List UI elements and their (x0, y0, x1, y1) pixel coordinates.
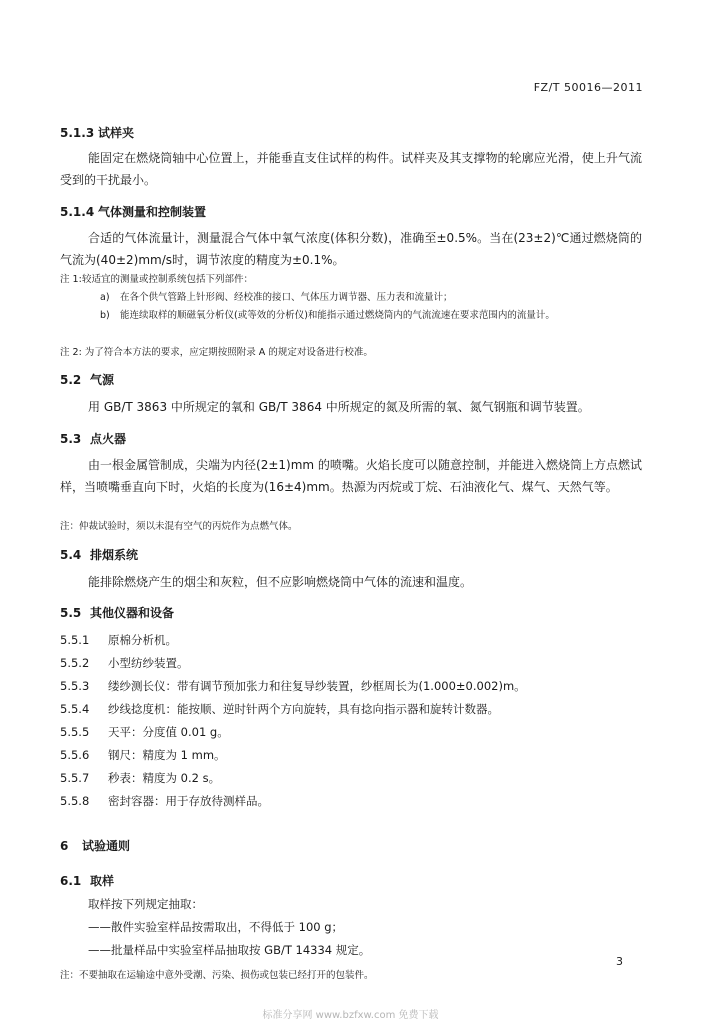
list-marker: b) (100, 310, 110, 321)
item-text: 原棉分析机。 (108, 633, 177, 647)
paragraph-6-1: 取样按下列规定抽取： (88, 897, 203, 911)
section-title: 点火器 (90, 432, 127, 446)
paragraph-5-2: 用 GB/T 3863 中所规定的氧和 GB/T 3864 中所规定的氮及所需的氧、氮气钢瓶和调节装置。 (88, 400, 590, 414)
note-text: 较适宜的测量或控制系统包括下列部件： (82, 274, 254, 285)
list-item-5-5-5 (60, 724, 229, 740)
section-number: 6.1 (60, 874, 82, 888)
chapter-number: 6 (60, 839, 69, 853)
section-title: 气体测量和控制装置 (98, 205, 207, 219)
note-2: 注 2: 为了符合本方法的要求，应定期按照附录 A 的规定对设备进行校准。 (60, 347, 373, 358)
item-number: 5.5.8 (60, 794, 90, 808)
note-5-3: 注：仲裁试验时，须以未混有空气的丙烷作为点燃气体。 (60, 521, 298, 532)
list-item-text: 能连续取样的顺磁氧分析仪(或等效的分析仪)和能指示通过燃烧筒内的气流流速在要求范围内的流量计。 (120, 310, 555, 321)
section-heading-5-5 (60, 604, 174, 621)
item-number: 5.5.5 (60, 725, 90, 739)
section-heading-5-3 (60, 430, 126, 447)
item-text: 缕纱测长仪：带有调节预加张力和往复导纱装置，纱框周长为(1.000±0.002)m。 (108, 679, 526, 693)
section-number: 5.3 (60, 432, 82, 446)
section-number: 5.2 (60, 373, 82, 387)
section-number: 5.1.4 (60, 205, 95, 219)
item-number: 5.5.7 (60, 771, 90, 785)
item-number: 5.5.1 (60, 633, 90, 647)
item-number: 5.5.4 (60, 702, 90, 716)
note-1 (60, 271, 253, 285)
paragraph-5-3: 由一根金属管制成，尖端为内径(2±1)mm 的喷嘴。火焰长度可以随意控制，并能进入燃烧筒上方点燃试样，当喷嘴垂直向下时，火焰的长度为(16±4)mm。热源为丙烷或丁烷、石油液化气、煤气、天然气等。 (60, 458, 642, 494)
section-heading-6-1 (60, 872, 114, 889)
section-number: 5.1.3 (60, 126, 95, 140)
section-title: 试样夹 (98, 126, 135, 140)
list-item-5-5-7 (60, 770, 220, 786)
list-item-text: 在各个供气管路上针形阀、经校准的接口、气体压力调节器、压力表和流量计； (120, 292, 453, 303)
item-text: 纱线捻度机：能按顺、逆时针两个方向旋转，具有捻向指示器和旋转计数器。 (108, 702, 499, 716)
item-text: 密封容器：用于存放待测样品。 (108, 794, 269, 808)
list-item-5-5-6 (60, 747, 226, 763)
section-number: 5.4 (60, 548, 82, 562)
dash-item-2: ——批量样品中实验室样品抽取按 GB/T 14334 规定。 (88, 943, 371, 957)
item-text: 钢尺：精度为 1 mm。 (108, 748, 226, 762)
section-title: 排烟系统 (90, 548, 139, 562)
list-item-5-5-4 (60, 701, 499, 717)
item-number: 5.5.3 (60, 679, 90, 693)
dash-item-1: ——散件实验室样品按需取出，不得低于 100 g； (88, 920, 344, 934)
item-text: 小型纺纱装置。 (108, 656, 189, 670)
item-text: 天平：分度值 0.01 g。 (108, 725, 229, 739)
paragraph-5-4: 能排除燃烧产生的烟尘和灰粒，但不应影响燃烧筒中气体的流速和温度。 (88, 575, 473, 589)
section-heading-5-2 (60, 371, 114, 388)
chapter-heading-6 (60, 837, 130, 854)
list-item-5-5-1 (60, 632, 177, 648)
paragraph-5-1-4: 合适的气体流量计，测量混合气体中氧气浓度(体积分数)，准确至±0.5%。当在(23±2)℃通过燃烧筒的气流为(40±2)mm/s时，调节浓度的精度为±0.1%。 (60, 231, 642, 267)
list-item-5-5-3 (60, 678, 526, 694)
paragraph-5-1-3: 能固定在燃烧筒轴中心位置上，并能垂直支住试样的构件。试样夹及其支撑物的轮廓应光滑，使上升气流受到的干扰最小。 (60, 151, 642, 187)
section-title: 气源 (90, 373, 115, 387)
section-number: 5.5 (60, 606, 82, 620)
note-6-1: 注：不要抽取在运输途中意外受潮、污染、损伤或包装已经打开的包装件。 (60, 970, 374, 981)
list-item-b (100, 307, 640, 324)
chapter-title: 试验通则 (82, 839, 131, 853)
list-item-a (100, 289, 640, 306)
item-text: 秒表：精度为 0.2 s。 (108, 771, 221, 785)
list-item-5-5-8 (60, 793, 269, 809)
section-heading-5-4 (60, 546, 138, 563)
list-item-5-5-2 (60, 655, 189, 671)
page-number: 3 (616, 955, 623, 968)
note-label: 注 1: (60, 274, 82, 285)
item-number: 5.5.2 (60, 656, 90, 670)
item-number: 5.5.6 (60, 748, 90, 762)
section-heading-5-1-3 (60, 124, 134, 141)
section-heading-5-1-4 (60, 203, 206, 220)
section-title: 取样 (90, 874, 115, 888)
standard-number: FZ/T 50016—2011 (533, 81, 643, 94)
section-title: 其他仪器和设备 (90, 606, 175, 620)
watermark: 标准分享网 www.bzfxw.com 免费下载 (262, 1010, 439, 1021)
list-marker: a) (100, 292, 110, 303)
